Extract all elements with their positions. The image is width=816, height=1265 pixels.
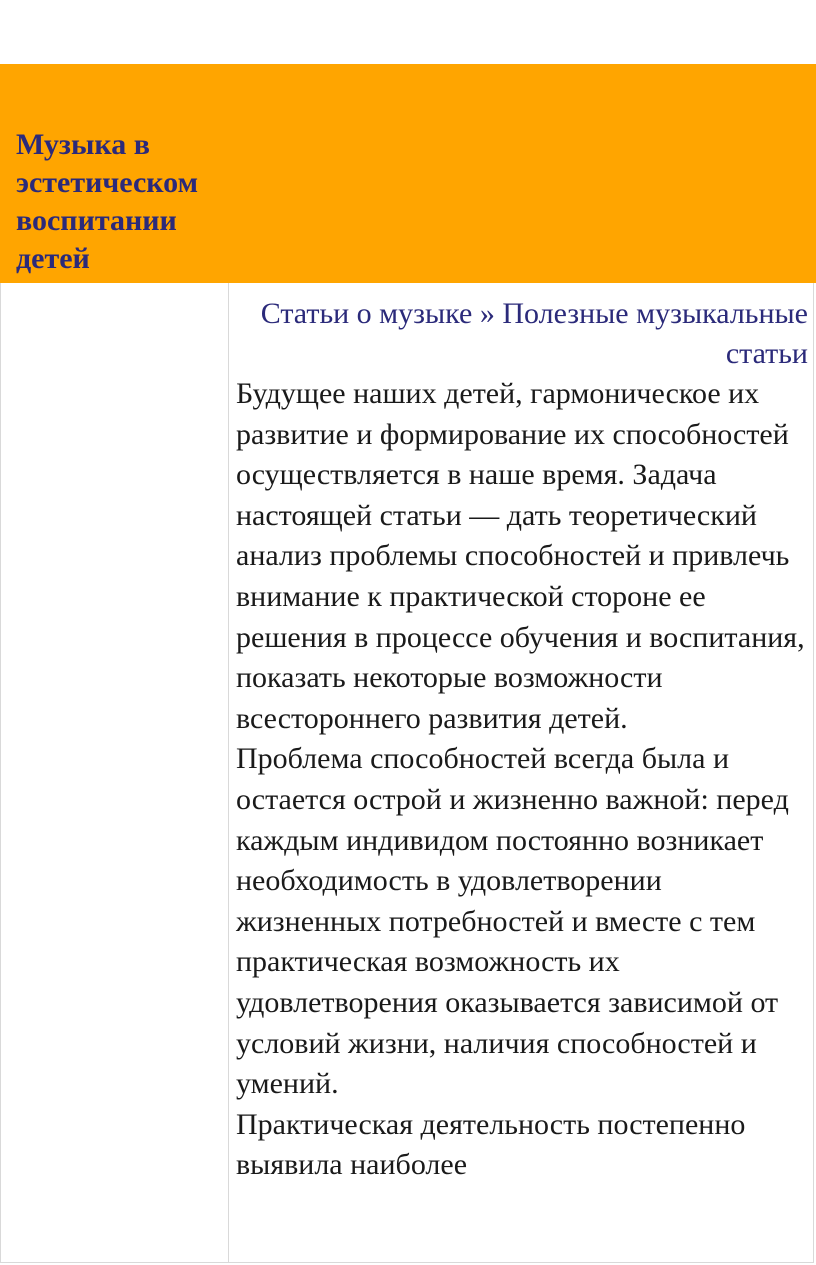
breadcrumb-link-articles[interactable]: Статьи о музыке [260,297,473,330]
article-paragraph: Практическая деятельность постепенно выявила наиболее [236,1107,746,1182]
breadcrumb-separator: » [479,297,495,330]
breadcrumb [248,294,808,374]
breadcrumb-link-useful-articles[interactable]: Полезные музыкальные статьи [502,297,808,370]
article-paragraph: Будущее наших детей, гармоническое их развитие и формирование их способностей осуществляется в наше время. Задача настоящей статьи — дать теоретический анализ проблемы способностей и привлечь внимание к практической стороне ее решения в процессе обучения и воспитания, показать некоторые возможности всестороннего развития детей. [236,377,805,735]
page-title: Музыка в эстетическом воспитании детей [16,128,199,275]
article-body [236,374,814,1186]
column-divider [228,283,229,1263]
article-paragraph: Проблема способностей всегда была и остается острой и жизненно важной: перед каждым индивидом постоянно возникает необходимость в удовлетворении жизненных потребностей и вместе с тем практическая возможность их удовлетворения оказывается зависимой от условий жизни, наличия способностей и умений. [236,742,789,1101]
